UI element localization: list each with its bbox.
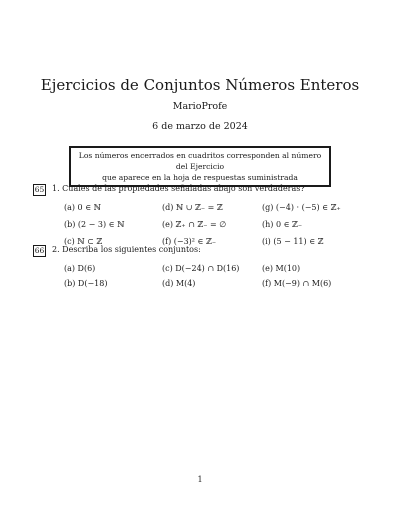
instructions-line-2: que aparece en la hoja de respuestas suministrada bbox=[102, 173, 298, 182]
exercise-item: (g) (−4) · (−5) ∈ ℤ₊ bbox=[262, 203, 341, 212]
document-title: Ejercicios de Conjuntos Números Enteros bbox=[40, 76, 360, 94]
document-author: MarioProfe bbox=[172, 101, 228, 112]
exercise-statement: 1. Cuales de las propiedades señaladas abajo son verdaderas? bbox=[52, 184, 305, 193]
exercise-item: (h) 0 ∈ ℤ₋ bbox=[262, 220, 303, 229]
exercise-item: (f) M(−9) ∩ M(6) bbox=[262, 279, 332, 288]
exercise-item: (c) D(−24) ∩ D(16) bbox=[162, 264, 240, 273]
exercise-item: (d) ℕ ∪ ℤ₋ = ℤ bbox=[162, 203, 223, 212]
exercise-item: (e) M(10) bbox=[262, 264, 301, 273]
exercise-item: (i) (5 − 11) ∈ ℤ bbox=[262, 237, 324, 246]
exercise-item: (a) 0 ∈ ℕ bbox=[64, 203, 101, 212]
document-date: 6 de marzo de 2024 bbox=[152, 121, 248, 132]
exercise-statement: 2. Describa los siguientes conjuntos: bbox=[52, 245, 201, 254]
exercise-item: (e) ℤ₊ ∩ ℤ₋ = ∅ bbox=[162, 220, 227, 229]
exercise-item: (b) (2 − 3) ∈ ℕ bbox=[64, 220, 125, 229]
answer-number-box: 65 bbox=[34, 185, 45, 194]
exercise-item: (f) (−3)² ∈ ℤ₋ bbox=[162, 237, 217, 246]
instructions-line-1: Los números encerrados en cuadritos corresponden al número del Ejercicio bbox=[78, 151, 322, 171]
page-number: 1 bbox=[197, 475, 203, 484]
exercise-item: (c) ℕ ⊂ ℤ bbox=[64, 237, 103, 246]
exercise-item: (d) M(4) bbox=[162, 279, 196, 288]
instructions-box bbox=[69, 146, 331, 187]
answer-number-box: 66 bbox=[34, 246, 45, 255]
exercise-item: (a) D(6) bbox=[64, 264, 96, 273]
exercise-item: (b) D(−18) bbox=[64, 279, 108, 288]
